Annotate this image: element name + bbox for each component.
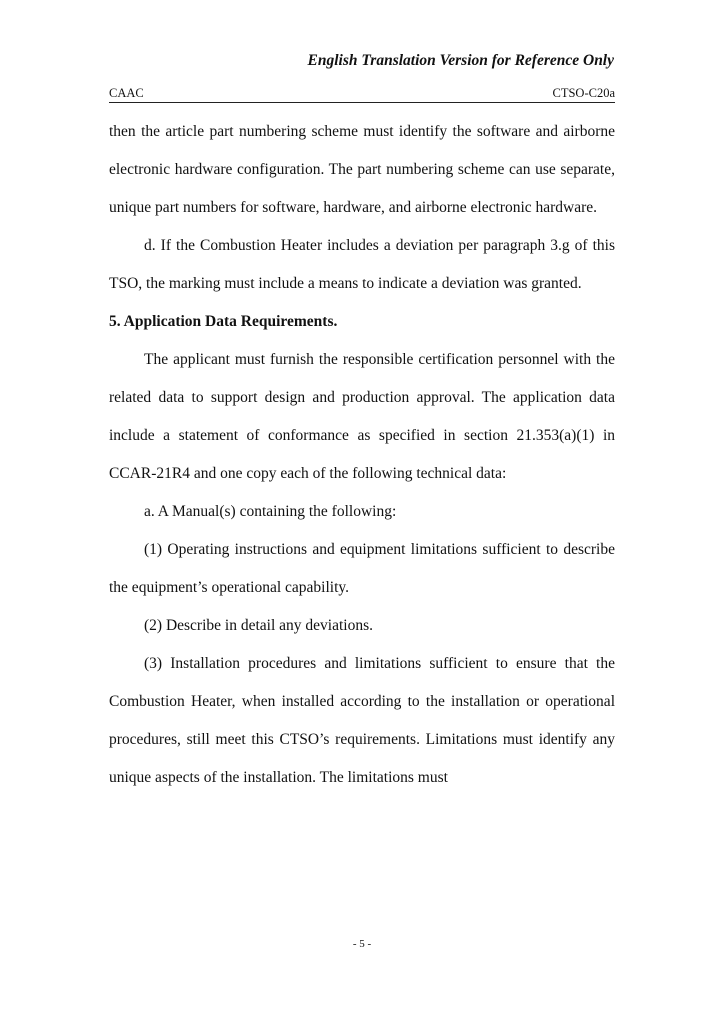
header-organization: CAAC bbox=[109, 86, 144, 100]
paragraph-manual: a. A Manual(s) containing the following: bbox=[144, 503, 397, 520]
paragraph-deviation-marking: d. If the Combustion Heater includes a deviation per paragraph 3.g of this TSO, the marking must include a means to indicate a deviation was granted. bbox=[109, 237, 615, 292]
header-document-id: CTSO-C20a bbox=[552, 86, 615, 100]
paragraph-deviations: (2) Describe in detail any deviations. bbox=[144, 617, 373, 634]
paragraph-installation-procedures: (3) Installation procedures and limitations sufficient to ensure that the Combustion Heater, when installed according to the installation or operational procedures, still meet this CTSO’s requirements. Limitations must identify any unique aspects of the installation. The limitations must bbox=[109, 655, 615, 786]
section-heading: 5. Application Data Requirements. bbox=[109, 313, 338, 330]
translation-banner: English Translation Version for Reference Only bbox=[307, 52, 614, 69]
page-body bbox=[109, 113, 615, 797]
page-header bbox=[109, 86, 615, 103]
paragraph-operating-instructions: (1) Operating instructions and equipment limitations sufficient to describe the equipment’s operational capability. bbox=[109, 541, 615, 596]
page-number: - 5 - bbox=[352, 938, 372, 950]
paragraph-part-numbering: then the article part numbering scheme must identify the software and airborne electronic hardware configuration. The part numbering scheme can use separate, unique part numbers for software, hardware, and airborne electronic hardware. bbox=[109, 123, 615, 216]
paragraph-application-data: The applicant must furnish the responsible certification personnel with the related data to support design and production approval. The application data include a statement of conformance as specified in section 21.353(a)(1) in CCAR-21R4 and one copy each of the following technical data: bbox=[109, 351, 615, 482]
